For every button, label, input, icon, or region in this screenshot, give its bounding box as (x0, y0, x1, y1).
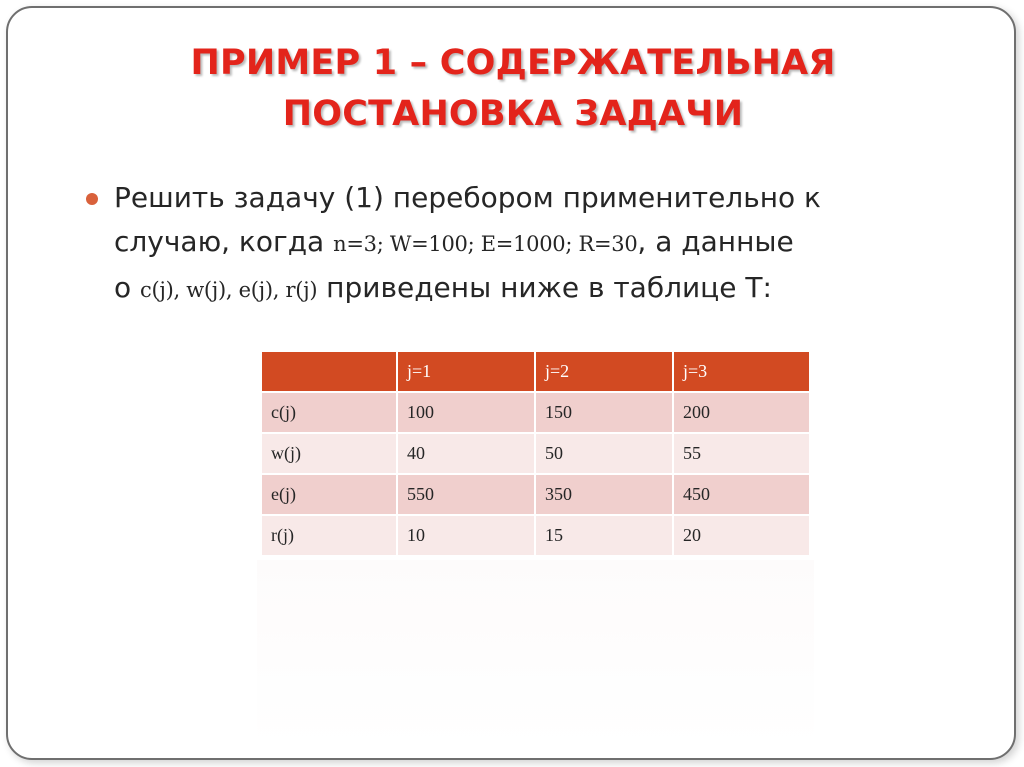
table-row (262, 434, 811, 475)
bullet-line-2 (114, 220, 974, 266)
table-row-label: e(j) (262, 475, 398, 516)
bullet-line-3 (114, 266, 974, 312)
bullet-line-1 (114, 176, 974, 220)
table-header-cell: j=3 (674, 352, 811, 393)
table-cell: 550 (398, 475, 536, 516)
table-cell: 40 (398, 434, 536, 475)
data-table-container (262, 352, 811, 557)
table-cell: 100 (398, 393, 536, 434)
table-cell: 55 (674, 434, 811, 475)
bullet-item (114, 176, 974, 312)
slide-title-line-1: ПРИМЕР 1 – СОДЕРЖАТЕЛЬНАЯ (190, 43, 836, 83)
table-header-row (262, 352, 811, 393)
table-row-label: r(j) (262, 516, 398, 557)
table-cell: 150 (536, 393, 674, 434)
table-cell: 20 (674, 516, 811, 557)
table-cell: 200 (674, 393, 811, 434)
table-row (262, 475, 811, 516)
table-row-label: c(j) (262, 393, 398, 434)
bullet-line-2-prefix: случаю, когда (114, 225, 334, 258)
table-header-cell: j=2 (536, 352, 674, 393)
table-cell: 50 (536, 434, 674, 475)
table-cell: 10 (398, 516, 536, 557)
bullet-dot-icon (86, 193, 98, 205)
data-table (262, 352, 811, 557)
slide-title (8, 38, 1016, 140)
data-functions: c(j), w(j), e(j), r(j) (140, 278, 318, 302)
table-row (262, 393, 811, 434)
table-header-cell: j=1 (398, 352, 536, 393)
empty-area (257, 560, 814, 750)
bullet-line-3-suffix: приведены ниже в таблице Т: (317, 271, 772, 304)
table-cell: 450 (674, 475, 811, 516)
problem-parameters: n=3; W=100; E=1000; R=30 (333, 232, 638, 256)
table-row (262, 516, 811, 557)
table-header-cell (262, 352, 398, 393)
table-cell: 15 (536, 516, 674, 557)
slide-title-line-2: ПОСТАНОВКА ЗАДАЧИ (282, 94, 744, 134)
bullet-line-3-prefix: о (114, 271, 141, 304)
table-row-label: w(j) (262, 434, 398, 475)
bullet-line-2-suffix: , а данные (637, 225, 794, 258)
bullet-line-1-text: Решить задачу (1) перебором применительно к (114, 181, 821, 214)
table-cell: 350 (536, 475, 674, 516)
